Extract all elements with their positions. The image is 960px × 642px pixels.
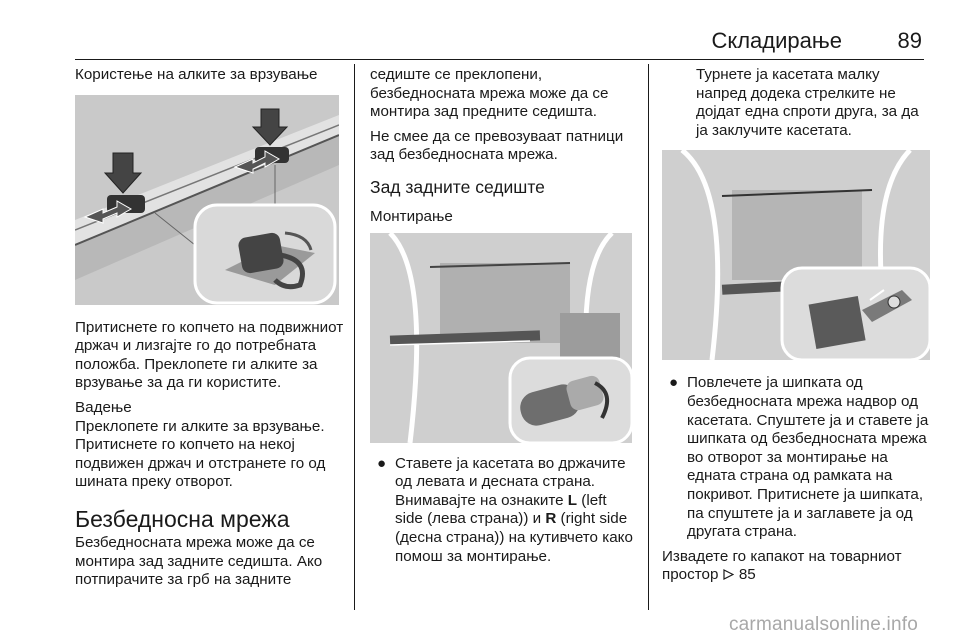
- bullet-icon: ●: [669, 374, 679, 392]
- figure-cassette-install: [370, 233, 632, 443]
- subheading-installation: Монтирање: [370, 207, 453, 225]
- section-heading-safety-net: Безбедносна мрежа: [75, 505, 290, 532]
- cassette-install-illustration: [370, 233, 632, 443]
- install-step-2: ● Повлечете ја шипката од безбедносната мрежа надвор од касетата. Спуштете ја и ставете ја шипката од безбедносната мрежа во отворот за монтирање на едната страна од рамката на покривот. Притиснете ја шипката, па спуштете ја и заглавете ја од другата страна.: [669, 374, 929, 541]
- page-header: [0, 0, 960, 62]
- remove-cover-paragraph: Извадете го капакот на товарниот простор 85: [662, 547, 902, 584]
- section-heading-behind-rear-seats: Зад задните седиште: [370, 176, 545, 197]
- continued-paragraph: седиште се преклопени, безбедносната мрежа може да се монтира зад предните седишта.: [370, 66, 609, 121]
- page-reference-link[interactable]: 85: [738, 566, 756, 584]
- warning-paragraph: Не смее да се превозуваат патници зад безбедносната мрежа.: [370, 127, 624, 164]
- column-divider-1: [354, 64, 355, 610]
- arrow-ref-icon: [723, 566, 735, 585]
- header-rule: [75, 59, 924, 60]
- column-divider-2: [648, 64, 649, 610]
- lashing-eyes-illustration: [75, 95, 339, 305]
- subheading-removal: Вадење: [75, 398, 132, 416]
- column-1: [75, 66, 345, 590]
- instruction-paragraph-2: Преклопете ги алките за врзување. Притиснете го копчето на некој подвижен држач и отстранете го од шината преку отворот.: [75, 417, 326, 491]
- watermark: carmanualsonline.info: [728, 614, 918, 635]
- figure-cassette-lock: [662, 150, 930, 360]
- column-3: [662, 66, 932, 585]
- marker-L: L: [567, 491, 578, 509]
- lock-cassette-paragraph: Турнете ја касетата малку напред додека стрелките не дојдат една спроти друга, за да ја заклучите касетата.: [696, 66, 919, 139]
- figure-lashing-eyes: [75, 95, 339, 305]
- chapter-title: Складирање: [711, 28, 842, 53]
- cassette-lock-illustration: [662, 150, 930, 360]
- install-step-1: ● Ставете ја касетата во држачите од левата и десната страна. Внимавајте на ознаките L (left side (лева страна)) и R (right side (десна страна)) на кутивчето како помош за монтирање.: [377, 454, 633, 565]
- safety-net-paragraph: Безбедносната мрежа може да се монтира зад задните седишта. Ако потпирачите за грб на задните: [75, 533, 323, 589]
- section-heading-lashing-eyes: Користење на алките за врзување: [75, 66, 318, 83]
- marker-R: R: [545, 510, 557, 528]
- bullet-icon: ●: [377, 454, 387, 472]
- instruction-paragraph-1: Притиснете го копчето на подвижниот држач и лизгајте го до потребната положба. Преклопете ги алките за врзување за да ги користите.: [75, 318, 344, 392]
- page-number: 89: [897, 28, 922, 53]
- column-2: [370, 66, 635, 566]
